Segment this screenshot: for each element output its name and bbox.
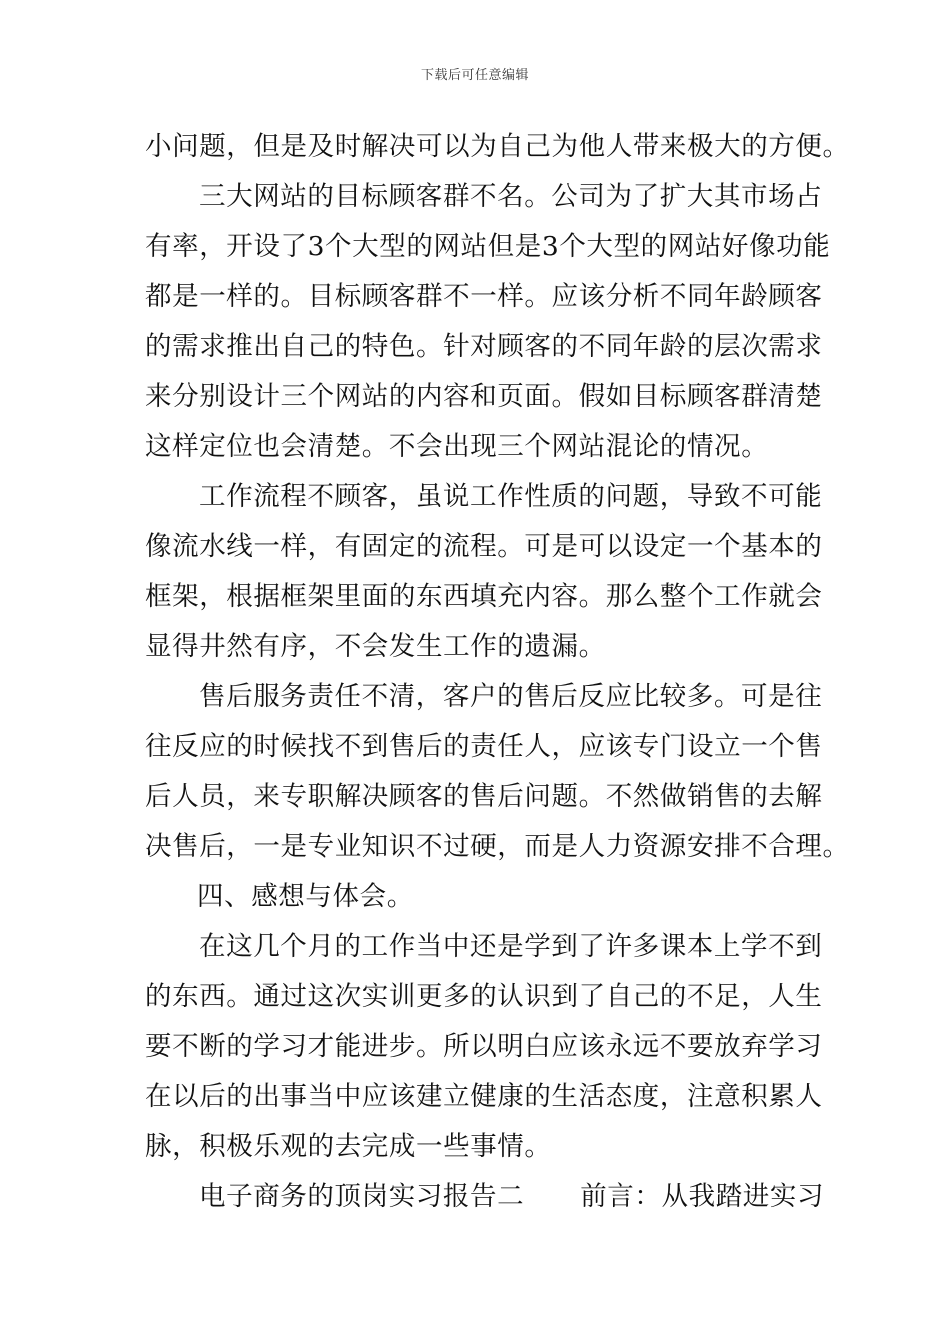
- text-line: 往反应的时候找不到售后的责任人，应该专门设立一个售: [145, 731, 823, 762]
- text-line: 要不断的学习才能进步。所以明白应该永远不要放弃学习: [145, 1031, 823, 1062]
- text-line: 在以后的出事当中应该建立健康的生活态度，注意积累人: [145, 1081, 823, 1112]
- text-line: 的需求推出自己的特色。针对顾客的不同年龄的层次需求: [145, 331, 823, 362]
- preface-start: 前言：从我踏进实习: [580, 1181, 825, 1212]
- text-line: 后人员，来专职解决顾客的售后问题。不然做销售的去解: [145, 781, 823, 812]
- text-line: 显得井然有序，不会发生工作的遗漏。: [145, 631, 606, 662]
- page-header: 下载后可任意编辑: [420, 68, 529, 83]
- report-title: 电子商务的顶岗实习报告二: [199, 1181, 525, 1212]
- text-line: 决售后，一是专业知识不过硬，而是人力资源安排不合理。: [145, 831, 850, 862]
- paragraph-start-line: 在这几个月的工作当中还是学到了许多课本上学不到: [199, 931, 823, 962]
- text-line: 来分别设计三个网站的内容和页面。假如目标顾客群清楚: [145, 381, 823, 412]
- paragraph-start-line: 售后服务责任不清，客户的售后反应比较多。可是往: [199, 681, 823, 712]
- text-line: 都是一样的。目标顾客群不一样。应该分析不同年龄顾客: [145, 281, 823, 312]
- paragraph-start-line: 三大网站的目标顾客群不名。公司为了扩大其市场占: [199, 181, 823, 212]
- text-line: 的东西。通过这次实训更多的认识到了自己的不足，人生: [145, 981, 823, 1012]
- text-line: 这样定位也会清楚。不会出现三个网站混论的情况。: [145, 431, 769, 462]
- text-line: 小问题，但是及时解决可以为自己为他人带来极大的方便。: [145, 131, 850, 162]
- document-body: [145, 122, 850, 1222]
- text-line: 像流水线一样，有固定的流程。可是可以设定一个基本的: [145, 531, 823, 562]
- section-heading: 四、感想与体会。: [197, 881, 414, 912]
- text-line: 有率，开设了3个大型的网站但是3个大型的网站好像功能: [145, 231, 831, 262]
- paragraph-start-line: 工作流程不顾客，虽说工作性质的问题，导致不可能: [199, 481, 823, 512]
- text-line: 框架，根据框架里面的东西填充内容。那么整个工作就会: [145, 581, 823, 612]
- report-title-line: [145, 1172, 825, 1222]
- text-line: 脉，积极乐观的去完成一些事情。: [145, 1131, 552, 1162]
